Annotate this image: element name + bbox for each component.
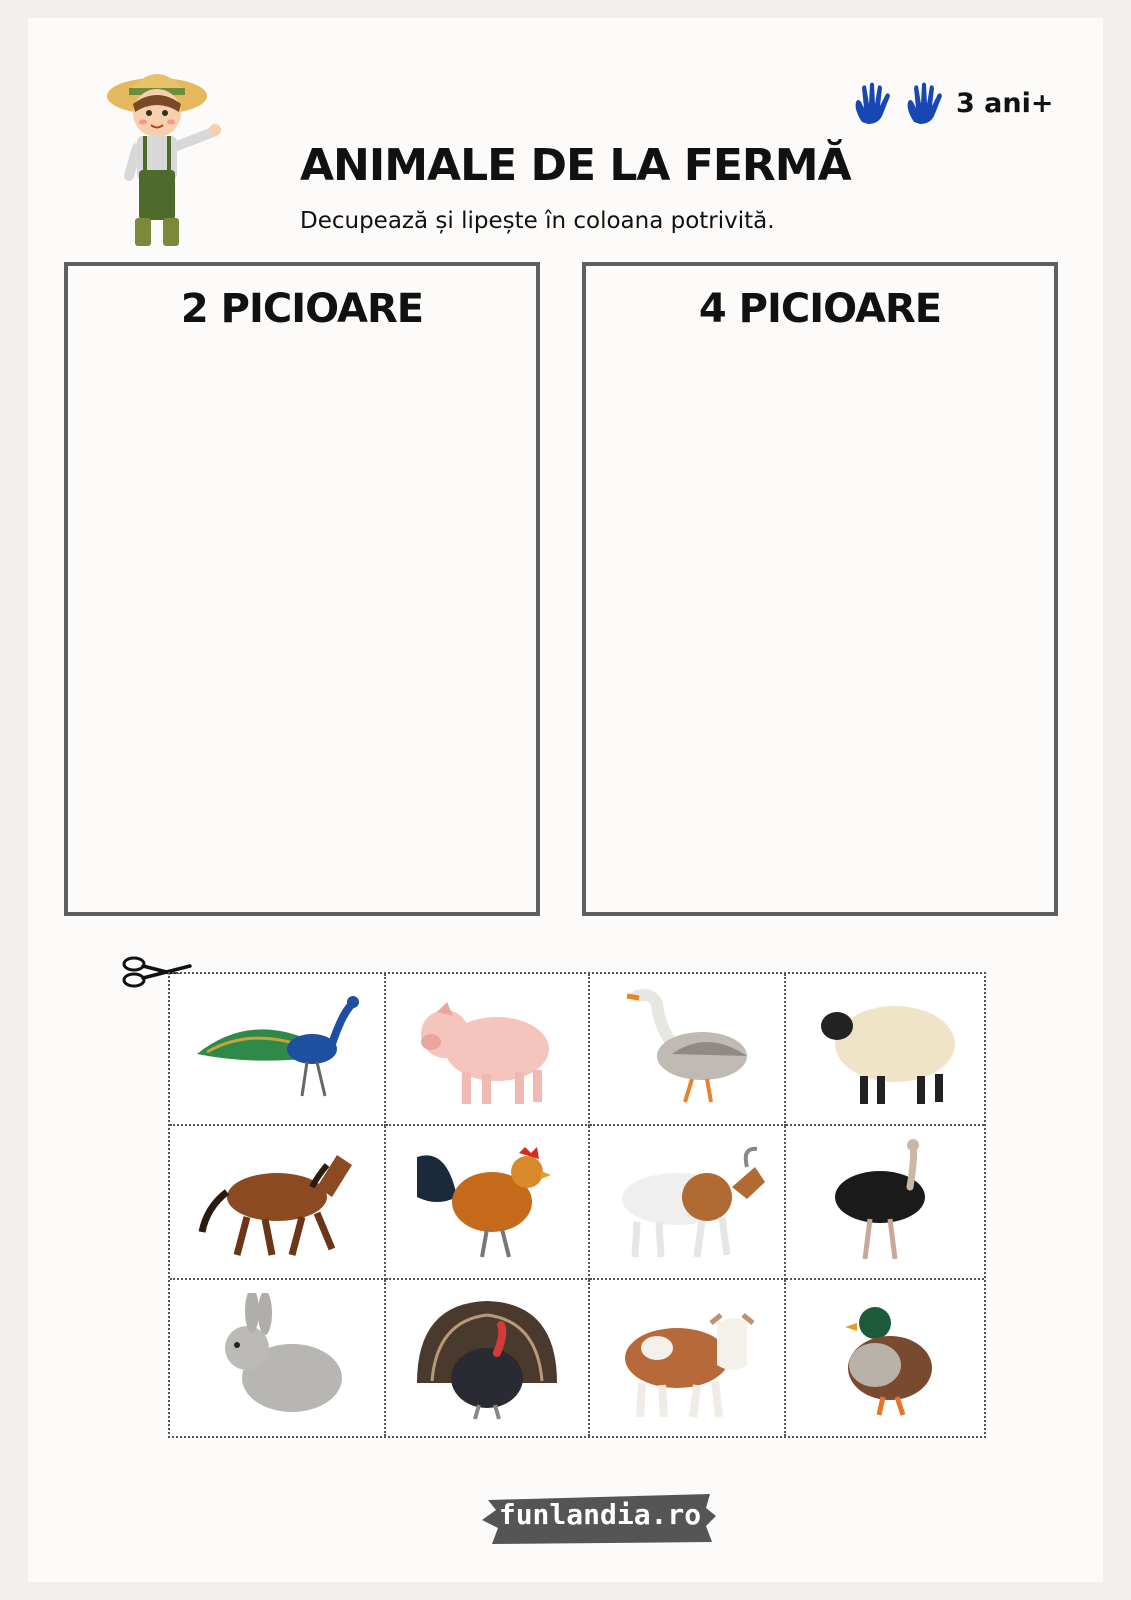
brand-logo[interactable] xyxy=(480,1486,720,1550)
card-goose[interactable] xyxy=(590,974,786,1126)
column-two-legs[interactable] xyxy=(64,262,540,916)
card-goat[interactable] xyxy=(590,1126,786,1280)
page-title: ANIMALE DE LA FERMĂ xyxy=(300,140,851,191)
instructions-text: Decupează și lipește în coloana potrivită. xyxy=(300,208,775,234)
age-label: 3 ani+ xyxy=(956,87,1054,119)
duck-image xyxy=(795,1293,975,1423)
horse-image xyxy=(187,1137,367,1267)
cutout-grid xyxy=(168,972,986,1438)
age-badge xyxy=(848,80,1054,126)
sheep-image xyxy=(795,984,975,1114)
card-peacock[interactable] xyxy=(170,974,386,1126)
cow-image xyxy=(597,1293,777,1423)
blue-hand-icon xyxy=(900,80,946,126)
goose-image xyxy=(597,984,777,1114)
rabbit-image xyxy=(187,1293,367,1423)
card-duck[interactable] xyxy=(786,1280,984,1436)
card-cow[interactable] xyxy=(590,1280,786,1436)
ostrich-image xyxy=(795,1137,975,1267)
rooster-image xyxy=(397,1137,577,1267)
card-pig[interactable] xyxy=(386,974,590,1126)
blue-hand-icon xyxy=(848,80,894,126)
card-ostrich[interactable] xyxy=(786,1126,984,1280)
column-four-legs[interactable] xyxy=(582,262,1058,916)
card-rooster[interactable] xyxy=(386,1126,590,1280)
brand-text: funlandia.ro xyxy=(498,1498,702,1531)
card-sheep[interactable] xyxy=(786,974,984,1126)
farmer-boy-illustration xyxy=(105,58,225,248)
card-horse[interactable] xyxy=(170,1126,386,1280)
pig-image xyxy=(397,984,577,1114)
card-rabbit[interactable] xyxy=(170,1280,386,1436)
goat-image xyxy=(597,1137,777,1267)
column-title: 2 PICIOARE xyxy=(180,286,424,332)
turkey-image xyxy=(397,1293,577,1423)
column-title: 4 PICIOARE xyxy=(698,286,942,332)
card-turkey[interactable] xyxy=(386,1280,590,1436)
peacock-image xyxy=(187,984,367,1114)
